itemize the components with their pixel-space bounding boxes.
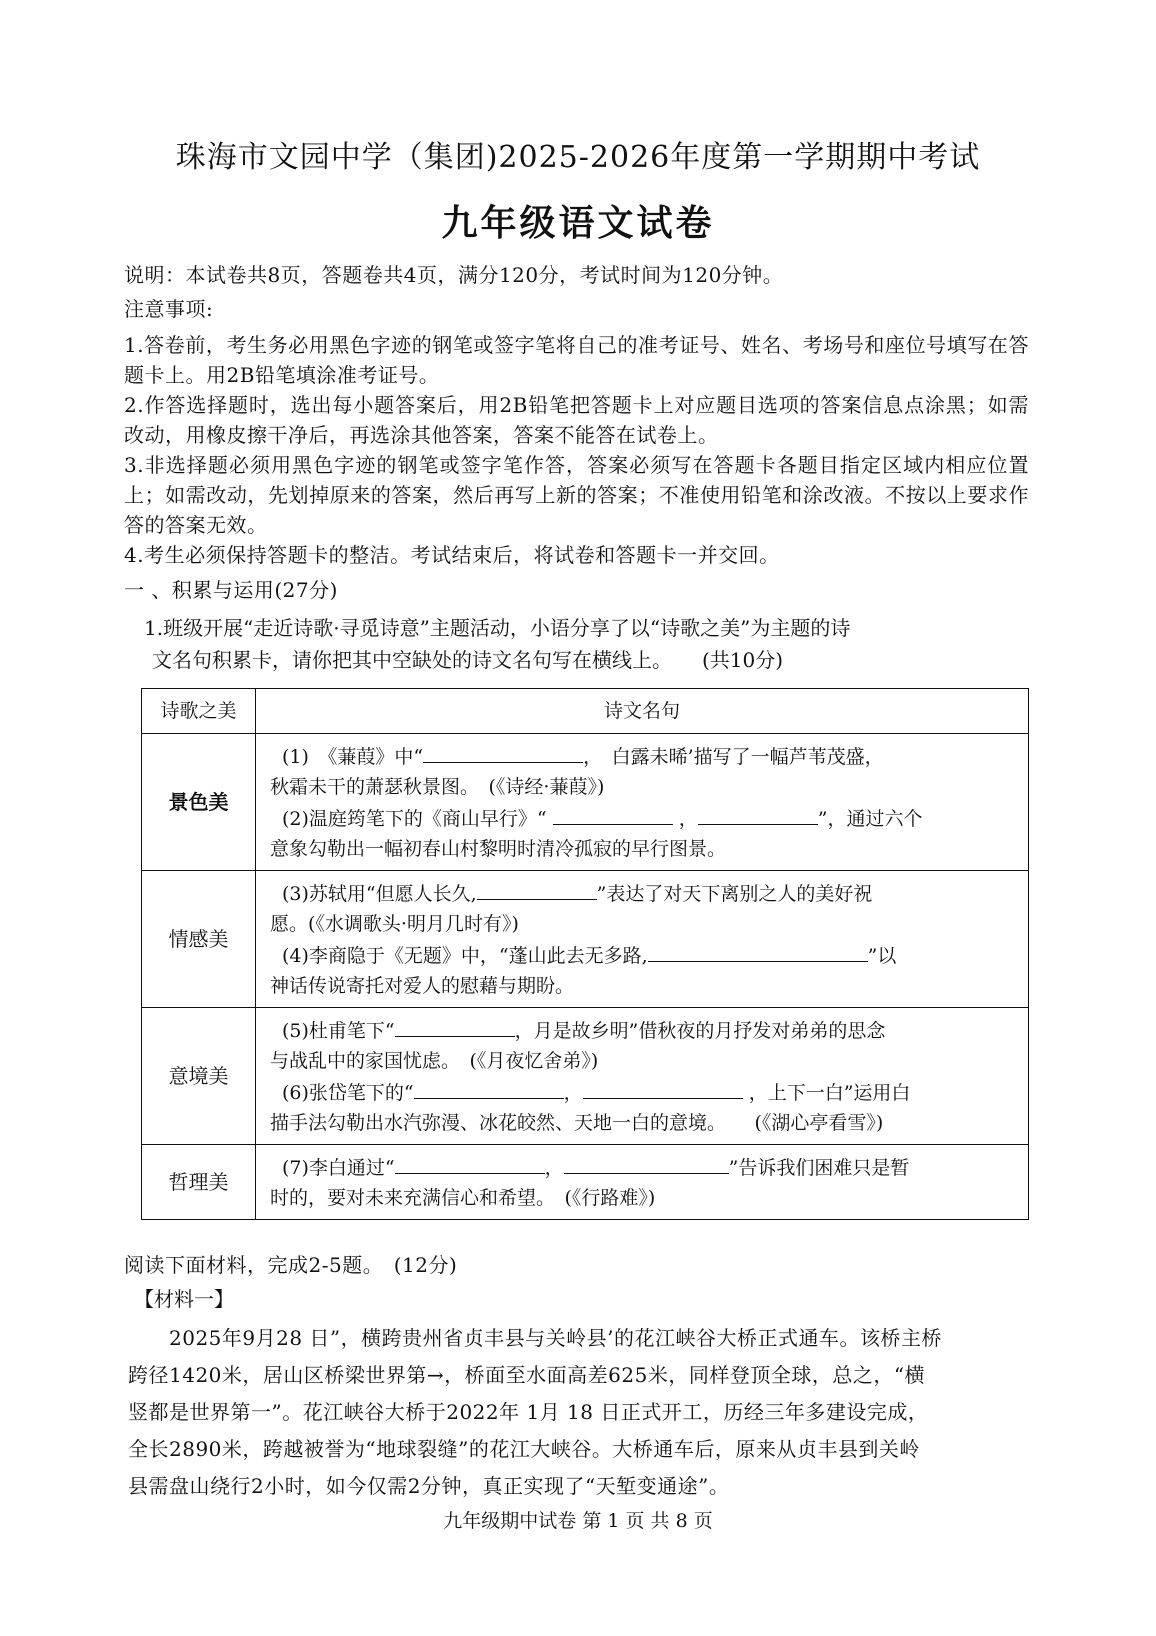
instructions-heading: 注意事项: <box>124 297 214 321</box>
question-1-line-1: 1.班级开展“走近诗歌·寻觅诗意”主题活动，小语分享了以“诗歌之美”为主题的诗 <box>144 616 851 640</box>
line-text: (2)温庭筠笔下的《商山早行》“ <box>282 808 547 830</box>
instruction-item-2: 2.作答选择题时，选出每小题答案后，用2B铅笔把答题卡上对应题目选项的答案信息点涂黑；如需改动，用橡皮擦干净后，再选涂其他答案，答案不能答在试卷上。 <box>124 393 1029 447</box>
instruction-item-1: 1.答卷前，考生务必用黑色字迹的钢笔或签字笔将自己的准考证号、姓名、考场号和座位号填写在答题卡上。用2B铅笔填涂准考证号。 <box>124 333 1029 387</box>
line-text: ”表达了对天下离别之人的美好祝 <box>596 883 873 905</box>
instructions-intro: 说明：本试卷共8页，答题卷共4页，满分120分，考试时间为120分钟。 <box>124 263 784 287</box>
table-row <box>142 871 1029 1008</box>
line-text: 秋霜未干的萧瑟秋景图。 (《诗经·蒹葭》) <box>270 776 605 798</box>
line-text: ”告诉我们困难只是暂 <box>728 1157 910 1179</box>
table-header-lines: 诗文名句 <box>256 689 1029 734</box>
answer-blank-6[interactable] <box>395 1014 515 1037</box>
line-text: ”，通过六个 <box>817 808 923 830</box>
line-text: ， <box>563 1082 583 1104</box>
table-row <box>142 734 1029 871</box>
material-paragraph <box>128 1320 1028 1505</box>
answer-blank-8[interactable] <box>583 1076 743 1099</box>
answer-blank-3[interactable] <box>698 802 818 825</box>
page-footer: 九年级期中试卷 第 1 页 共 8 页 <box>443 1510 713 1532</box>
instructions <box>124 260 1029 570</box>
line-text: ，上下一白”运用白 <box>748 1082 911 1104</box>
line-text: 神话传说寄托对爱人的慰藉与期盼。 <box>270 975 575 997</box>
table-header-row <box>142 689 1029 734</box>
line-text: 意象勾勒出一幅初春山村黎明时清冷孤寂的早行图景。 <box>270 838 727 860</box>
paragraph-line: 跨径1420米，居山区桥梁世界第→，桥面至水面高差625米，同样登顶全球，总之，“横 <box>128 1363 926 1387</box>
row-category: 景色美 <box>142 734 256 871</box>
line-text: 时的，要对未来充满信心和希望。 (《行路难》) <box>270 1187 656 1209</box>
line-text: ， 白露未晞’描写了一幅芦苇茂盛， <box>583 746 884 768</box>
paragraph-line: 2025年9月28 日”，横跨贵州省贞丰县与关岭县’的花江峡谷大桥正式通车。该桥主桥 <box>128 1326 943 1350</box>
line-text: (1) 《蒹葭》中“ <box>282 746 424 768</box>
paragraph-line: 竖都是世界第一”。花江峡谷大桥于2022年 1月 18 日正式开工，历经三年多建设完成， <box>128 1400 929 1424</box>
row-content <box>256 1145 1029 1220</box>
question-1 <box>144 612 1034 676</box>
table-header-category: 诗歌之美 <box>142 689 256 734</box>
row-category: 哲理美 <box>142 1145 256 1220</box>
line-text: 描手法勾勒出水汽弥漫、冰花皎然、天地一白的意境。 (《湖心亭看雪》) <box>270 1112 884 1134</box>
reading-intro: 阅读下面材料，完成2-5题。 (12分) <box>124 1253 458 1277</box>
line-text: (6)张岱笔下的“ <box>282 1082 414 1104</box>
row-content <box>256 871 1029 1008</box>
line-text: (5)杜甫笔下“ <box>282 1020 395 1042</box>
row-content <box>256 734 1029 871</box>
line-text: ， <box>678 808 698 830</box>
answer-blank-1[interactable] <box>423 740 583 763</box>
table-row <box>142 1008 1029 1145</box>
row-category: 意境美 <box>142 1008 256 1145</box>
answer-blank-7[interactable] <box>414 1076 564 1099</box>
line-text: ”以 <box>867 945 897 967</box>
section-heading: 一 、积累与运用(27分) <box>124 578 338 602</box>
line-text: ， <box>544 1157 564 1179</box>
answer-blank-10[interactable] <box>564 1151 729 1174</box>
paragraph-line: 全长2890米，跨越被誉为“地球裂缝”的花江大峡谷。大桥通车后，原来从贞丰县到关岭 <box>128 1437 920 1461</box>
answer-blank-4[interactable] <box>477 877 597 900</box>
line-text: 愿。(《水调歌头·明月几时有》) <box>270 913 519 935</box>
paragraph-line: 县需盘山绕行2小时，如今仅需2分钟，真正实现了“天堑变通途”。 <box>128 1474 730 1498</box>
line-text: ，月是故乡明”借秋夜的月抒发对弟弟的思念 <box>514 1020 886 1042</box>
line-text: 与战乱中的家国忧虑。 (《月夜忆舍弟》) <box>270 1050 599 1072</box>
line-text: (4)李商隐于《无题》中，“蓬山此去无多路, <box>282 945 648 967</box>
answer-blank-2[interactable] <box>553 802 673 825</box>
instruction-item-3: 3.非选择题必须用黑色字迹的钢笔或签字笔作答，答案必须写在答题卡各题目指定区域内相应位置上；如需改动，先划掉原来的答案，然后再写上新的答案；不准使用铅笔和涂改液。不按以上要求作答的答案无效。 <box>124 453 1029 537</box>
table-row <box>142 1145 1029 1220</box>
poetry-table <box>141 688 1029 1220</box>
row-category: 情感美 <box>142 871 256 1008</box>
instruction-item-4: 4.考生必须保持答题卡的整洁。考试结束后，将试卷和答题卡一并交回。 <box>124 543 780 567</box>
line-text: (7)李白通过“ <box>282 1157 395 1179</box>
material-label: 【材料一】 <box>134 1287 234 1311</box>
line-text: (3)苏轼用“但愿人长久, <box>282 883 477 905</box>
question-1-line-2: 文名句积累卡，请你把其中空缺处的诗文名句写在横线上。 (共10分) <box>152 648 784 672</box>
answer-blank-5[interactable] <box>648 939 868 962</box>
exam-title: 珠海市文园中学（集团)2025-2026年度第一学期期中考试 <box>175 140 981 175</box>
exam-subtitle: 九年级语文试卷 <box>441 202 715 244</box>
row-content <box>256 1008 1029 1145</box>
answer-blank-9[interactable] <box>395 1151 545 1174</box>
